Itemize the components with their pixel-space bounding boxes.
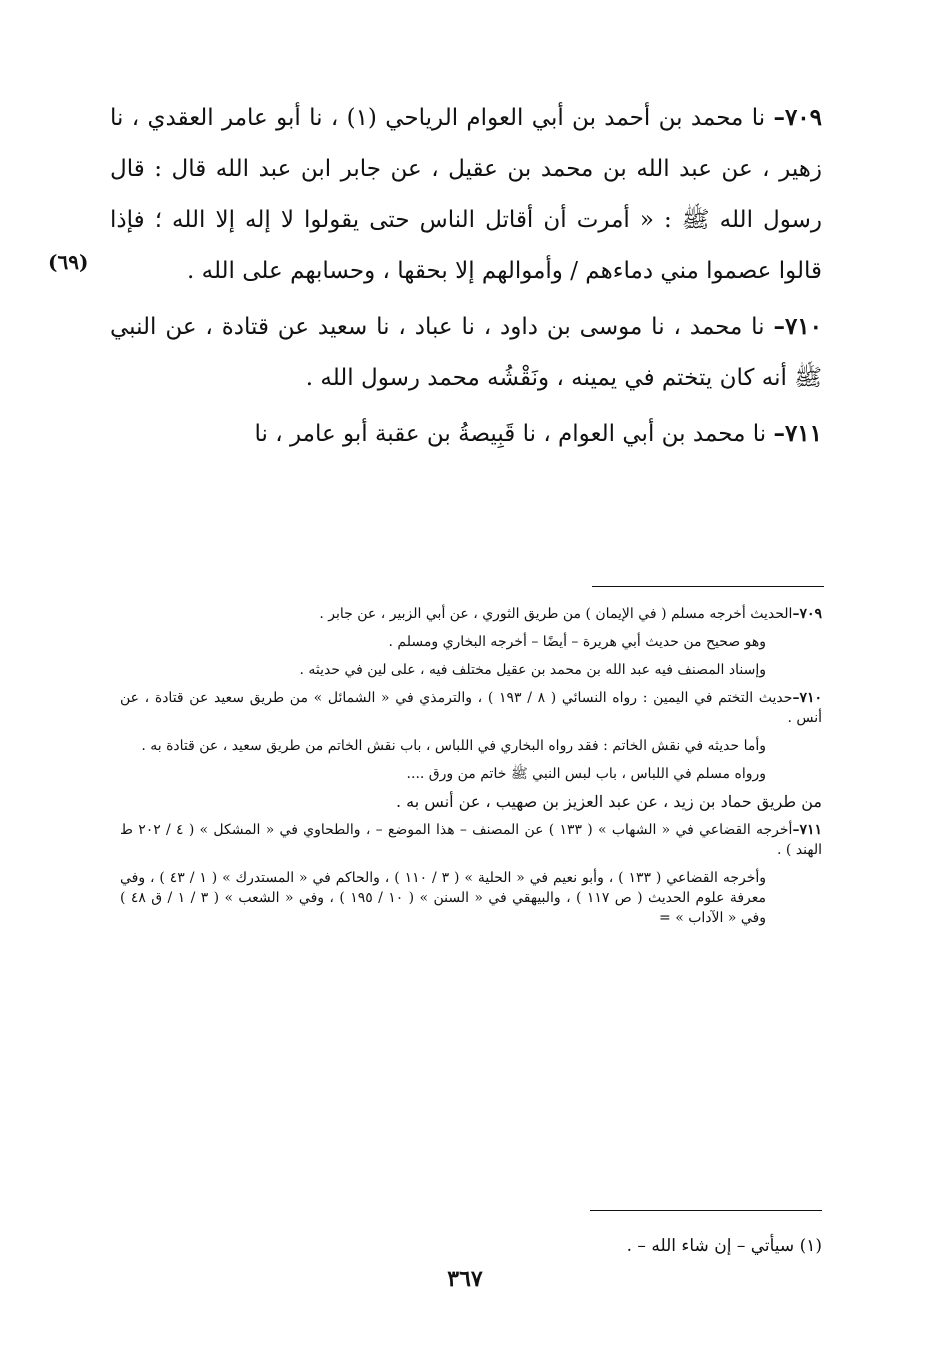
hadith-text: نا محمد بن أحمد بن أبي العوام الرياحي (١) ، نا أبو عامر العقدي ، نا زهير ، عن عبد الله بن محمد بن عقيل ، عن جابر ابن عبد الله قال : قال رسول الله ﷺ : « أمرت أن أقاتل الناس حتى يقولوا لا إله إلا الله ؛ فإذا قالوا عصموا مني دماءهم / وأموالهم إلا بحقها ، وحسابهم على الله .: [110, 105, 822, 284]
hadith-709: [110, 92, 822, 297]
hadith-710: [110, 301, 822, 404]
note-text: الحديث أخرجه مسلم ( في الإيمان ) من طريق الثوري ، عن أبي الزبير ، عن جابر .: [319, 606, 793, 622]
note-710-2: [120, 736, 822, 756]
footnote-divider: [590, 1210, 822, 1211]
note-text: من طريق حماد بن زيد ، عن عبد العزيز بن صهيب ، عن أنس به .: [396, 792, 822, 811]
commentary-notes: [120, 604, 822, 936]
note-709-1: [120, 604, 822, 624]
note-709-2: [120, 632, 822, 652]
note-710-1: [120, 688, 822, 728]
note-711-2: [120, 868, 822, 928]
footnote: (١) سيأتي – إن شاء الله – .: [626, 1236, 822, 1256]
note-711-1: [120, 820, 822, 860]
note-text: وهو صحيح من حديث أبي هريرة – أيضًا – أخرجه البخاري ومسلم .: [388, 634, 766, 650]
hadith-711: [110, 408, 822, 460]
notes-divider: [592, 586, 824, 587]
main-text: [110, 92, 822, 464]
note-text: وأما حديثه في نقش الخاتم : فقد رواه البخاري في اللباس ، باب نقش الخاتم من طريق سعيد ، عن قتادة به .: [141, 738, 766, 754]
note-text: وإسناد المصنف فيه عبد الله بن محمد بن عقيل مختلف فيه ، على لين في حديثه .: [299, 662, 766, 678]
note-number: ٧٠٩–: [792, 606, 822, 622]
note-number: ٧١١–: [792, 822, 822, 838]
page-number: ٣٦٧: [447, 1266, 483, 1292]
manuscript-folio-marker: (٦٩): [48, 250, 89, 274]
note-number: ٧١٠–: [792, 690, 822, 706]
hadith-text: نا محمد ، نا موسى بن داود ، نا عباد ، نا سعيد عن قتادة ، عن النبي ﷺ أنه كان يتختم في يمينه ، ونَقْشُه محمد رسول الله .: [110, 314, 822, 391]
hadith-text: نا محمد بن أبي العوام ، نا قَبِيصةُ بن عقبة أبو عامر ، نا: [254, 421, 767, 447]
hadith-number: ٧١١–: [773, 420, 822, 447]
note-text: أخرجه القضاعي في « الشهاب » ( ١٣٣ ) عن المصنف – هذا الموضع – ، والطحاوي في « المشكل » ( ٤ / ٢٠٢ ط الهند ) .: [120, 822, 822, 858]
note-709-3: [120, 660, 822, 680]
note-text: ورواه مسلم في اللباس ، باب لبس النبي ﷺ خاتم من ورق ....: [406, 766, 766, 782]
hadith-number: ٧٠٩–: [773, 104, 823, 131]
hadith-number: ٧١٠–: [773, 313, 822, 340]
note-text: حديث التختم في اليمين : رواه النسائي ( ٨ / ١٩٣ ) ، والترمذي في « الشمائل » من طريق سعيد عن قتادة ، عن أنس .: [120, 690, 822, 726]
note-710-4: [120, 792, 822, 812]
note-710-3: [120, 764, 822, 784]
note-text: وأخرجه القضاعي ( ١٣٣ ) ، وأبو نعيم في « الحلية » ( ٣ / ١١٠ ) ، والحاكم في « المستدرك » ( ١ / ٤٣ ) ، وفي معرفة علوم الحديث ( ص ١١٧ ) ، والبيهقي في « السنن » ( ١٠ / ١٩٥ ) ، وفي « الشعب » ( ٣ / ١ / ق ٤٨ ) وفي « الآداب » =: [120, 870, 767, 926]
